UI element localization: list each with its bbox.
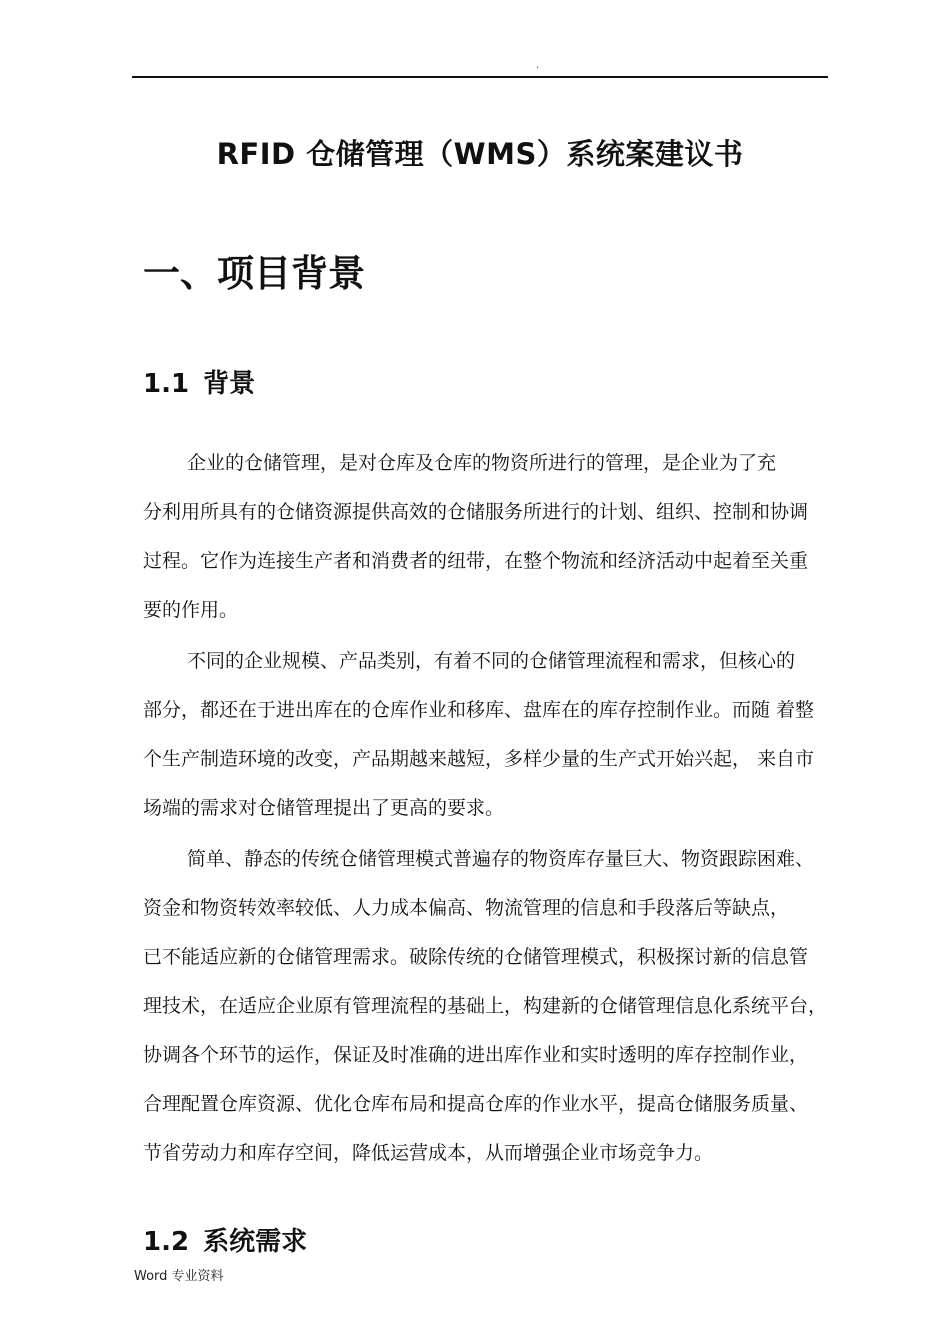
paragraph-line: 合理配置仓库资源、优化仓库布局和提高仓库的作业水平，提高仓储服务质量、 [143,1093,809,1115]
paragraph-line: 已不能适应新的仓储管理需求。破除传统的仓储管理模式，积极探讨新的信息管 [143,946,809,968]
paragraph-line: 协调各个环节的运作，保证及时准确的进出库作业和实时透明的库存控制作业， [143,1044,809,1066]
paragraph-line: 节省劳动力和库存空间，降低运营成本，从而增强企业市场竞争力。 [143,1142,714,1164]
paragraph-line: 个生产制造环境的改变，产品期越来越短，多样少量的生产式开始兴起， 来自市 [143,748,815,770]
section-title: 背景 [203,369,256,399]
section-heading-background [143,366,255,402]
paragraph-line: 不同的企业规模、产品类别，有着不同的仓储管理流程和需求，但核心的 [187,650,796,672]
header-mark: . [536,60,540,71]
footer-label: Word 专业资料 [134,1269,224,1284]
header-rule [132,76,828,78]
section-number: 1.2 [143,1227,190,1257]
chapter-heading: 一、项目背景 [143,252,365,295]
paragraph-line: 企业的仓储管理，是对仓库及仓库的物资所进行的管理，是企业为了充 [187,452,777,474]
section-heading-requirements [143,1224,307,1260]
paragraph-line: 简单、静态的传统仓储管理模式普遍存的物资库存量巨大、物资跟踪困难、 [187,848,815,870]
paragraph-line: 场端的需求对仓储管理提出了更高的要求。 [143,797,505,819]
paragraph-line: 过程。它作为连接生产者和消费者的纽带，在整个物流和经济活动中起着至关重 [143,550,809,572]
paragraph-line: 资金和物资转效率较低、人力成本偏高、物流管理的信息和手段落后等缺点， [143,897,790,919]
paragraph-line: 分利用所具有的仓储资源提供高效的仓储服务所进行的计划、组织、控制和协调 [143,501,809,523]
section-title: 系统需求 [203,1227,308,1257]
paragraph-line: 要的作用。 [143,599,239,621]
paragraph-line: 部分，都还在于进出库在的仓库作业和移库、盘库在的库存控制作业。而随 着整 [143,699,815,721]
document-title: RFID 仓储管理（WMS）系统案建议书 [216,137,744,171]
paragraph-line: 理技术，在适应企业原有管理流程的基础上，构建新的仓储管理信息化系统平台， [143,995,828,1017]
section-number: 1.1 [143,369,190,399]
